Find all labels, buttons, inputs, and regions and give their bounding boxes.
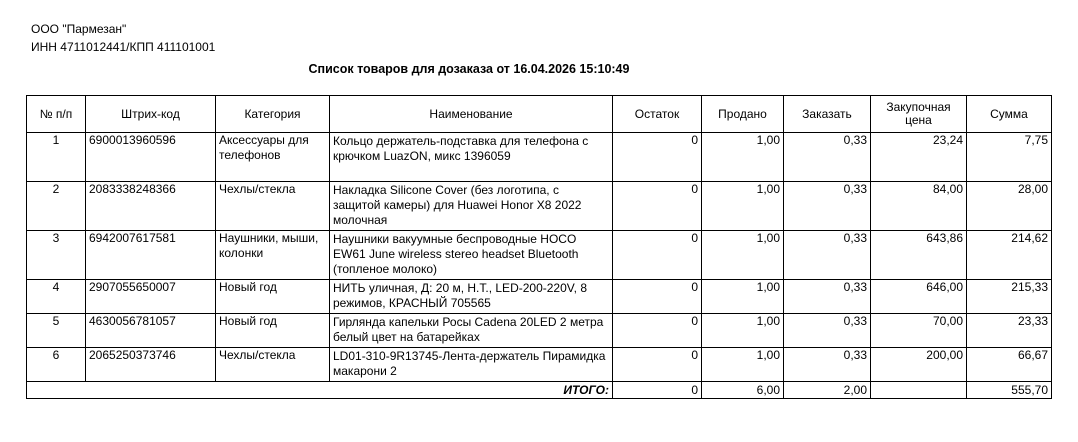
cell-stock: 0 bbox=[613, 280, 702, 314]
cell-barcode: 6900013960596 bbox=[86, 133, 216, 182]
cell-order: 0,33 bbox=[784, 348, 871, 382]
cell-category: Наушники, мыши, колонки bbox=[216, 231, 330, 280]
cell-sum: 28,00 bbox=[967, 182, 1052, 231]
header-number: № п/п bbox=[27, 96, 86, 133]
total-sold: 6,00 bbox=[702, 382, 784, 399]
cell-order: 0,33 bbox=[784, 133, 871, 182]
cell-category: Чехлы/стекла bbox=[216, 182, 330, 231]
header-sum: Сумма bbox=[967, 96, 1052, 133]
cell-stock: 0 bbox=[613, 182, 702, 231]
reorder-table bbox=[26, 95, 1052, 399]
total-label: ИТОГО: bbox=[27, 382, 613, 399]
cell-price: 200,00 bbox=[871, 348, 967, 382]
total-order: 2,00 bbox=[784, 382, 871, 399]
table-header-row bbox=[27, 96, 1052, 133]
cell-order: 0,33 bbox=[784, 314, 871, 348]
cell-number: 5 bbox=[27, 314, 86, 348]
cell-name: НИТЬ уличная, Д: 20 м, Н.Т., LED-200-220V, 8 режимов, КРАСНЫЙ 705565 bbox=[330, 280, 613, 314]
cell-order: 0,33 bbox=[784, 280, 871, 314]
cell-sold: 1,00 bbox=[702, 314, 784, 348]
cell-barcode: 2083338248366 bbox=[86, 182, 216, 231]
cell-number: 2 bbox=[27, 182, 86, 231]
cell-stock: 0 bbox=[613, 348, 702, 382]
cell-name: Кольцо держатель-подставка для телефона с крючком LuazON, микс 1396059 bbox=[330, 133, 613, 182]
cell-sum: 66,67 bbox=[967, 348, 1052, 382]
header-order: Заказать bbox=[784, 96, 871, 133]
header-category: Категория bbox=[216, 96, 330, 133]
header-name: Наименование bbox=[330, 96, 613, 133]
cell-sold: 1,00 bbox=[702, 133, 784, 182]
report-title: Список товаров для дозаказа от 16.04.2026 15:10:49 bbox=[308, 62, 630, 76]
cell-name: LD01-310-9R13745-Лента-держатель Пирамидка макарони 2 bbox=[330, 348, 613, 382]
cell-barcode: 4630056781057 bbox=[86, 314, 216, 348]
cell-price: 646,00 bbox=[871, 280, 967, 314]
organization-inn: ИНН 4711012441/КПП 411101001 bbox=[31, 40, 216, 54]
cell-name: Накладка Silicone Cover (без логотипа, с защитой камеры) для Huawei Honor X8 2022 молочная bbox=[330, 182, 613, 231]
cell-stock: 0 bbox=[613, 314, 702, 348]
cell-order: 0,33 bbox=[784, 182, 871, 231]
cell-price: 84,00 bbox=[871, 182, 967, 231]
cell-stock: 0 bbox=[613, 231, 702, 280]
header-barcode: Штрих-код bbox=[86, 96, 216, 133]
cell-stock: 0 bbox=[613, 133, 702, 182]
organization-block bbox=[31, 20, 215, 56]
cell-barcode: 2907055650007 bbox=[86, 280, 216, 314]
cell-sum: 23,33 bbox=[967, 314, 1052, 348]
table-row bbox=[27, 280, 1052, 314]
cell-category: Чехлы/стекла bbox=[216, 348, 330, 382]
table-total-row bbox=[27, 382, 1052, 399]
organization-name: ООО "Пармезан" bbox=[31, 22, 127, 36]
header-purchase-price: Закупочная цена bbox=[871, 96, 967, 133]
cell-sum: 215,33 bbox=[967, 280, 1052, 314]
total-price bbox=[871, 382, 967, 399]
cell-sold: 1,00 bbox=[702, 280, 784, 314]
header-stock: Остаток bbox=[613, 96, 702, 133]
table-row bbox=[27, 314, 1052, 348]
cell-price: 70,00 bbox=[871, 314, 967, 348]
cell-category: Аксессуары для телефонов bbox=[216, 133, 330, 182]
cell-category: Новый год bbox=[216, 314, 330, 348]
cell-sum: 214,62 bbox=[967, 231, 1052, 280]
cell-name: Гирлянда капельки Росы Cadena 20LED 2 метра белый цвет на батарейках bbox=[330, 314, 613, 348]
table-row bbox=[27, 133, 1052, 182]
table-row bbox=[27, 231, 1052, 280]
cell-sum: 7,75 bbox=[967, 133, 1052, 182]
cell-sold: 1,00 bbox=[702, 348, 784, 382]
cell-number: 4 bbox=[27, 280, 86, 314]
cell-price: 643,86 bbox=[871, 231, 967, 280]
header-sold: Продано bbox=[702, 96, 784, 133]
cell-barcode: 6942007617581 bbox=[86, 231, 216, 280]
cell-price: 23,24 bbox=[871, 133, 967, 182]
cell-sold: 1,00 bbox=[702, 182, 784, 231]
cell-order: 0,33 bbox=[784, 231, 871, 280]
table-row bbox=[27, 348, 1052, 382]
cell-name: Наушники вакуумные беспроводные HOCO EW61 June wireless stereo headset Bluetooth (топленое молоко) bbox=[330, 231, 613, 280]
total-stock: 0 bbox=[613, 382, 702, 399]
cell-sold: 1,00 bbox=[702, 231, 784, 280]
total-sum: 555,70 bbox=[967, 382, 1052, 399]
cell-category: Новый год bbox=[216, 280, 330, 314]
table-row bbox=[27, 182, 1052, 231]
cell-number: 1 bbox=[27, 133, 86, 182]
cell-number: 3 bbox=[27, 231, 86, 280]
cell-number: 6 bbox=[27, 348, 86, 382]
cell-barcode: 2065250373746 bbox=[86, 348, 216, 382]
